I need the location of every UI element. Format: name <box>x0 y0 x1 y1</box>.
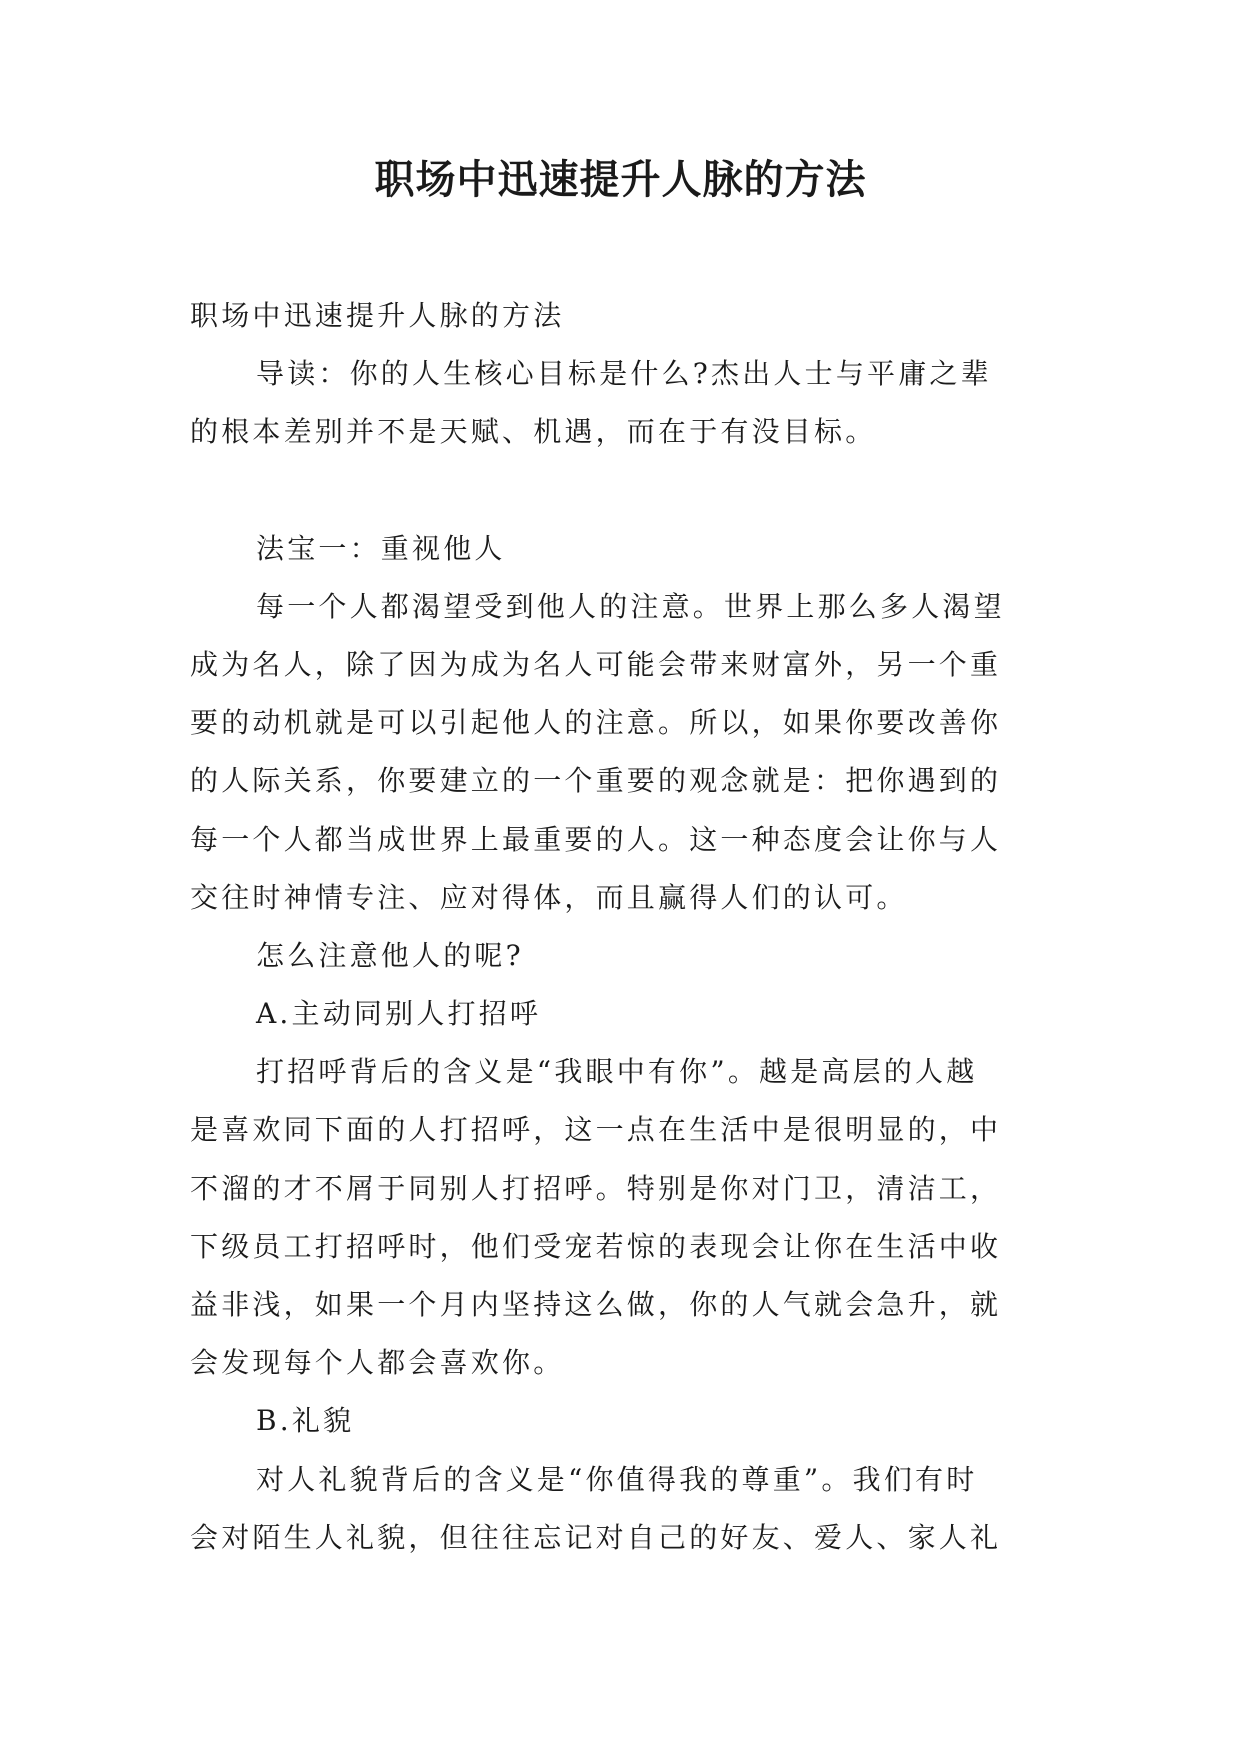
paragraph-line: 会对陌生人礼貌，但往往忘记对自己的好友、爱人、家人礼 <box>190 1520 1002 1554</box>
subsection-heading: B.礼貌 <box>256 1404 355 1438</box>
paragraph-line: 益非浅，如果一个月内坚持这么做，你的人气就会急升，就 <box>190 1288 1002 1321</box>
blank-line <box>190 462 1052 520</box>
paragraph-line: 会发现每个人都会喜欢你。 <box>190 1346 565 1380</box>
subsection-heading: A.主动同别人打招呼 <box>256 997 542 1031</box>
paragraph-line: 交往时神情专注、应对得体，而且赢得人们的认可。 <box>190 880 908 914</box>
paragraph-line: 打招呼背后的含义是“我眼中有你”。越是高层的人越 <box>256 1055 978 1089</box>
subtitle-line: 职场中迅速提升人脉的方法 <box>190 299 565 332</box>
paragraph-line: 要的动机就是可以引起他人的注意。所以，如果你要改善你 <box>190 706 1002 740</box>
paragraph-line: 的人际关系，你要建立的一个重要的观念就是：把你遇到的 <box>190 764 1002 798</box>
paragraph-line: 不溜的才不屑于同别人打招呼。特别是你对门卫，清洁工， <box>190 1171 1002 1205</box>
paragraph-line: 每一个人都渴望受到他人的注意。世界上那么多人渴望 <box>256 589 1005 623</box>
paragraph-line: 每一个人都当成世界上最重要的人。这一种态度会让你与人 <box>190 822 1002 856</box>
paragraph-line: 对人礼貌背后的含义是“你值得我的尊重”。我们有时 <box>256 1462 978 1496</box>
paragraph-line: 怎么注意他人的呢? <box>256 938 524 972</box>
section-heading: 法宝一：重视他人 <box>256 531 506 565</box>
paragraph-line: 是喜欢同下面的人打招呼，这一点在生活中是很明显的，中 <box>190 1113 1002 1147</box>
document-body <box>190 287 1052 1567</box>
paragraph-line: 的根本差别并不是天赋、机遇，而在于有没目标。 <box>190 415 877 449</box>
paragraph-line: 导读：你的人生核心目标是什么?杰出人士与平庸之辈 <box>256 357 992 391</box>
document-title: 职场中迅速提升人脉的方法 <box>374 156 867 203</box>
paragraph-line: 成为名人，除了因为成为名人可能会带来财富外，另一个重 <box>190 647 1002 681</box>
paragraph-line: 下级员工打招呼时，他们受宠若惊的表现会让你在生活中收 <box>190 1229 1002 1263</box>
